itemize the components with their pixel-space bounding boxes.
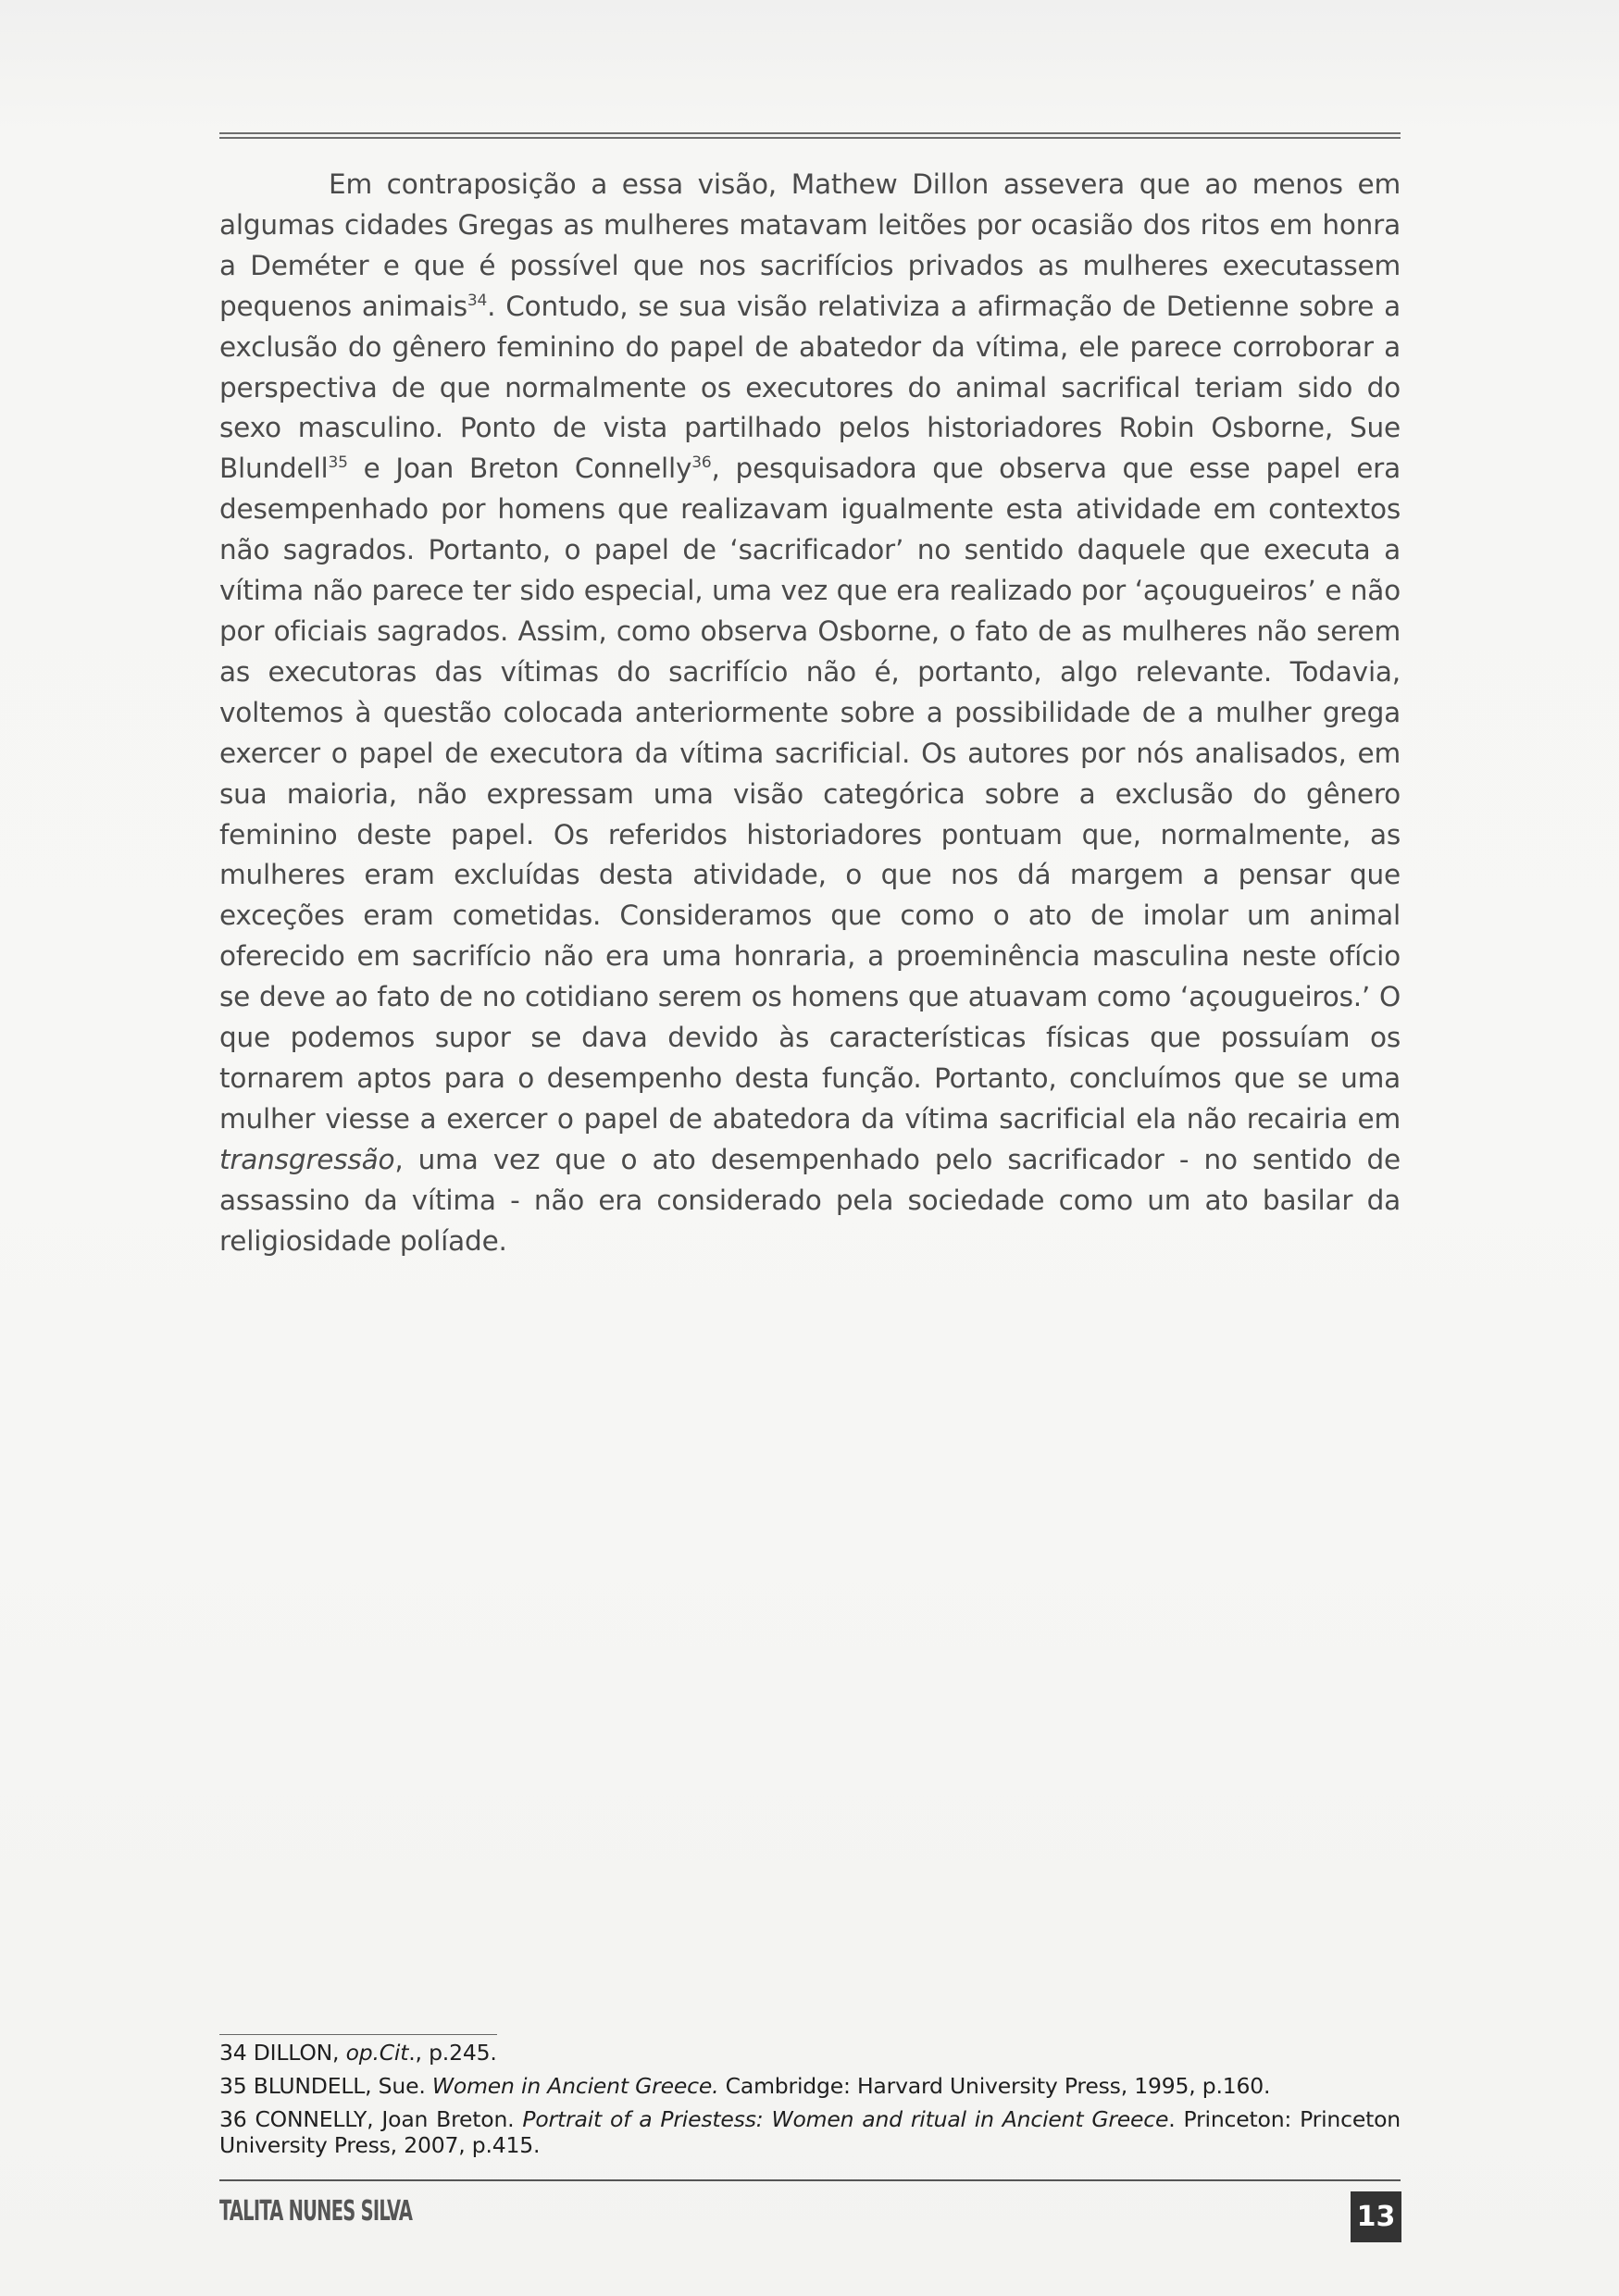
footnote-text: . Princeton: Princeton University Press, 2007, p.415. <box>219 2106 1401 2158</box>
body-text-part-5: , uma vez que o ato desempenhado pelo sacrificador - no sentido de assassino da vítima - não era considerado pela sociedade como um ato basilar da religiosidade políade. <box>219 1143 1401 1257</box>
body-text-part-4: , pesquisadora que observa que esse papel era desempenhado por homens que realizavam igualmente esta atividade em contextos não sagrados. Portanto, o papel de ‘sacrificador’ no sentido daquele que executa a vítima não parece ter sido especial, uma vez que era realizado por ‘açougueiros’ e não por oficiais sagrados. Assim, como observa Osborne, o fato de as mulheres não serem as executoras das vítimas do sacrifício não é, portanto, algo relevante. Todavia, voltemos à questão colocada anteriormente sobre a possibilidade de a mulher grega exercer o papel de executora da vítima sacrificial. Os autores por nós analisados, em sua maioria, não expressam uma visão categórica sobre a exclusão do gênero feminino deste papel. Os referidos historiadores pontuam que, normalmente, as mulheres eram excluídas desta atividade, o que nos dá margem a pensar que exceções eram cometidas. Consideramos que como o ato de imolar um animal oferecido em sacrifício não era uma honraria, a proeminência masculina neste ofício se deve ao fato de no cotidiano serem os homens que atuavam como ‘açougueiros.’ O que podemos supor se dava devido às características físicas que possuíam os tornarem aptos para o desempenho desta função. Portanto, concluímos que se uma mulher viesse a exercer o papel de abatedora da vítima sacrificial ela não recairia em <box>219 453 1401 1135</box>
footnote-text: 36 CONNELLY, Joan Breton. <box>219 2106 523 2132</box>
header-double-rule <box>219 132 1401 139</box>
footnote-italic: Women in Ancient Greece. <box>431 2073 719 2099</box>
footnote-text: 35 BLUNDELL, Sue. <box>219 2073 432 2099</box>
page-number-badge: 13 <box>1351 2191 1401 2242</box>
footnote-separator <box>219 2034 497 2035</box>
footnote-ref-36: 36 <box>691 453 712 473</box>
body-text-part-2: . Contudo, se sua visão relativiza a afirmação de Detienne sobre a exclusão do gênero feminino do papel de abatedor da vítima, ele parece corroborar a perspectiva de que normalmente os executores do animal sacrifical teriam sido do sexo masculino. Ponto de vista partilhado pelos historiadores Robin Osborne, Sue Blundell <box>219 290 1401 485</box>
footnote-34 <box>219 2040 1401 2066</box>
footnote-ref-35: 35 <box>328 453 348 473</box>
body-paragraph <box>219 165 1401 1261</box>
body-text-part-1: Em contraposição a essa visão, Mathew Dillon assevera que ao menos em algumas cidades Gregas as mulheres matavam leitões por ocasião dos ritos em honra a Deméter e que é possível que nos sacrifícios privados as mulheres executassem pequenos animais <box>219 168 1401 322</box>
footer-author: TALITA NUNES SILVA <box>219 2195 413 2228</box>
footnote-ref-34: 34 <box>467 291 488 310</box>
footnote-36 <box>219 2106 1401 2158</box>
footer-rule <box>219 2179 1401 2181</box>
footnote-text: Cambridge: Harvard University Press, 1995, p.160. <box>718 2073 1271 2099</box>
italic-term: transgressão <box>219 1143 395 1175</box>
footnote-italic: Portrait of a Priestess: Women and ritual in Ancient Greece <box>522 2106 1169 2132</box>
footnotes <box>219 2040 1401 2166</box>
body-text-part-3: e Joan Breton Connelly <box>347 453 692 485</box>
footnote-35 <box>219 2073 1401 2099</box>
footnote-text: ., p.245. <box>408 2040 497 2066</box>
footnote-text: 34 DILLON, <box>219 2040 346 2066</box>
footnote-italic: op.Cit <box>345 2040 409 2066</box>
